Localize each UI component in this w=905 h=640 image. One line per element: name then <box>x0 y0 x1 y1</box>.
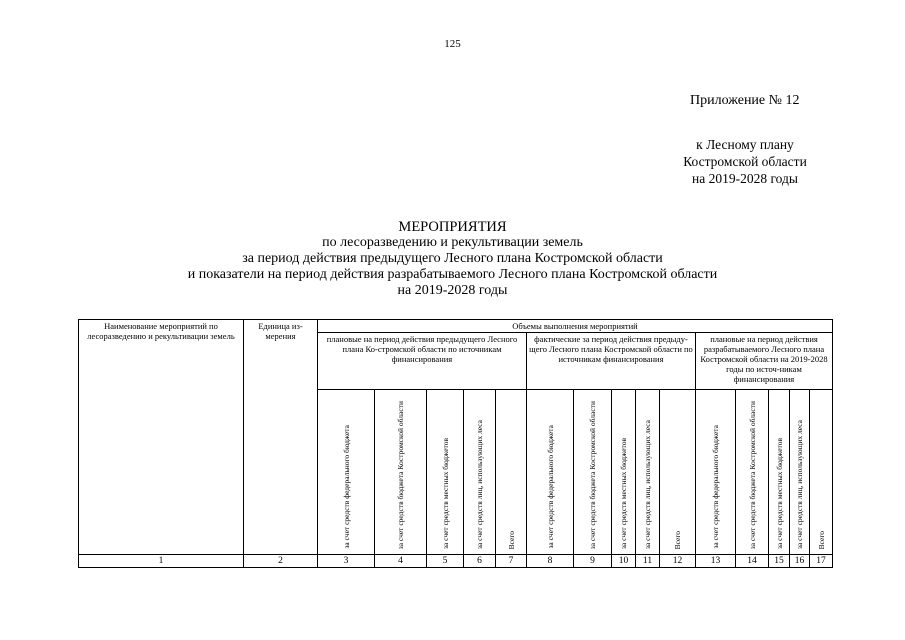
column-number: 2 <box>244 555 318 568</box>
subcolumn-header <box>736 390 769 555</box>
header-unit: Единица из-мерения <box>244 320 318 555</box>
reference-line: к Лесному плану <box>696 137 794 152</box>
subcolumn-header <box>660 390 696 555</box>
document-title <box>0 219 905 299</box>
column-number: 5 <box>427 555 464 568</box>
subcolumn-label: за счет средств лиц, использующих леса <box>795 419 804 549</box>
subcolumn-label: за счет средств бюджета Костромской области <box>747 400 757 549</box>
column-number: 6 <box>464 555 496 568</box>
title-line: на 2019-2028 годы <box>397 283 508 298</box>
subcolumn-label: за счет средств федерального бюджета <box>711 425 720 549</box>
column-number: 16 <box>790 555 810 568</box>
reference-line: Костромской области <box>683 154 807 169</box>
subcolumn-header <box>318 390 375 555</box>
title-line: по лесоразведению и рекультивации земель <box>322 235 583 250</box>
subcolumn-header <box>636 390 660 555</box>
plan-reference <box>640 136 850 187</box>
column-number: 17 <box>810 555 833 568</box>
subcolumn-header <box>496 390 527 555</box>
subcolumn-header <box>769 390 790 555</box>
column-number: 9 <box>574 555 612 568</box>
column-number: 13 <box>696 555 736 568</box>
column-number: 12 <box>660 555 696 568</box>
subcolumn-label: за счет средств федерального бюджета <box>341 425 351 549</box>
reference-line: на 2019-2028 годы <box>692 171 798 186</box>
title-main: МЕРОПРИЯТИЯ <box>398 219 507 235</box>
subcolumn-header <box>810 390 833 555</box>
subcolumn-header <box>696 390 736 555</box>
subcolumn-header <box>612 390 636 555</box>
column-number: 3 <box>318 555 375 568</box>
subcolumn-label: Всего <box>816 530 826 549</box>
subcolumn-label: Всего <box>673 530 682 549</box>
group-actual-previous: фактические за период действия предыду-щего Лесного плана Костромской области по источникам финансирования <box>527 333 696 390</box>
subcolumn-label: за счет средств федерального бюджета <box>545 425 555 549</box>
subcolumn-label: за счет средств бюджета Костромской области <box>396 400 405 549</box>
title-line: и показатели на период действия разрабатываемого Лесного плана Костромской области <box>187 267 718 282</box>
appendix-label: Приложение № 12 <box>690 93 800 108</box>
column-number: 15 <box>769 555 790 568</box>
column-number: 7 <box>496 555 527 568</box>
subcolumn-label: Всего <box>506 530 516 549</box>
column-number: 4 <box>375 555 427 568</box>
title-line: за период действия предыдущего Лесного плана Костромской области <box>242 251 663 266</box>
subcolumn-header <box>790 390 810 555</box>
subcolumn-header <box>527 390 574 555</box>
subcolumn-header <box>427 390 464 555</box>
group-planned-new: плановые на период действия разрабатываемого Лесного плана Костромской области на 2019-2028 годы по источ-никам финансирования <box>696 333 833 390</box>
column-number: 10 <box>612 555 636 568</box>
subcolumn-header <box>464 390 496 555</box>
subcolumn-label: за счет средств лиц, использующих леса <box>643 419 652 549</box>
subcolumn-label: за счет средств лиц, использующих леса <box>475 419 484 549</box>
subcolumn-label: за счет средств местных бюджетов <box>619 437 628 549</box>
group-planned-previous: плановые на период действия предыдущего Лесного плана Ко-стромской области по источникам финансирования <box>318 333 527 390</box>
subcolumn-label: за счет средств местных бюджетов <box>440 437 450 549</box>
page-number: 125 <box>444 38 461 50</box>
subcolumn-label: за счет средств бюджета Костромской области <box>588 400 597 549</box>
header-volumes: Объемы выполнения мероприятий <box>318 320 833 333</box>
subcolumn-header <box>375 390 427 555</box>
header-activity-name: Наименование мероприятий по лесоразведению и рекультивации земель <box>79 320 244 555</box>
subcolumn-header <box>574 390 612 555</box>
column-number: 14 <box>736 555 769 568</box>
column-number: 11 <box>636 555 660 568</box>
column-number: 8 <box>527 555 574 568</box>
column-number: 1 <box>79 555 244 568</box>
subcolumn-label: за счет средств местных бюджетов <box>774 437 784 549</box>
measures-table <box>78 319 833 568</box>
